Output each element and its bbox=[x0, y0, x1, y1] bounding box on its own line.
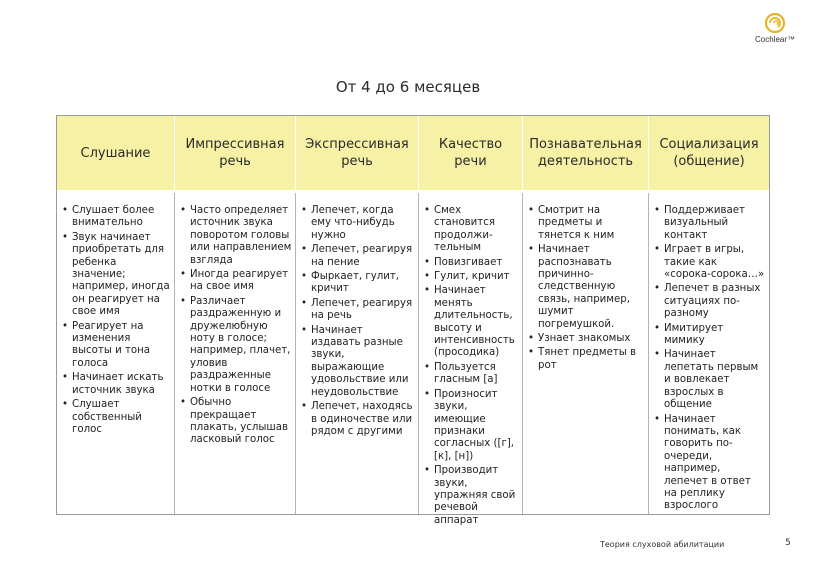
column-listening bbox=[57, 193, 175, 514]
header-listening: Слушание bbox=[57, 116, 175, 190]
list-item: • Различает раздраженную и дружелюбную ноту в голосе; например, плачет, уловив раздраженные нотки в голосе bbox=[180, 296, 292, 395]
list-item: • Поддерживает визуальный контакт bbox=[654, 205, 766, 242]
column-speech-quality bbox=[419, 193, 523, 526]
list-item: • Начинает искать источник звука bbox=[62, 372, 171, 397]
list-item: • Часто определяет источник звука поворотом головы или направлением взгляда bbox=[180, 205, 292, 267]
column-cognitive-activity bbox=[523, 193, 649, 514]
footer-text: Теория слуховой абилитации bbox=[600, 540, 725, 549]
page-number: 5 bbox=[785, 538, 791, 548]
page-title: От 4 до 6 месяцев bbox=[335, 78, 481, 96]
header-receptive-speech: Импрессивная речь bbox=[175, 116, 296, 190]
column-expressive-speech bbox=[296, 193, 419, 514]
list-item: • Начинает менять длительность, высоту и интенсивность (просодика) bbox=[424, 285, 519, 359]
list-item: • Обычно прекращает плакать, услышав ласковый голос bbox=[180, 397, 292, 447]
header-cognitive-activity: Познавательная деятельность bbox=[523, 116, 649, 190]
list-item: • Лепечет, находясь в одиночестве или рядом с другими bbox=[301, 401, 415, 438]
list-item: • Гулит, кричит bbox=[424, 271, 519, 283]
list-item: • Играет в игры, такие как «сорока-сорока…» bbox=[654, 244, 766, 281]
list-item: • Лепечет в разных ситуациях по-разному bbox=[654, 283, 766, 320]
list-item: • Лепечет, реагируя на речь bbox=[301, 298, 415, 323]
list-item: • Имитирует мимику bbox=[654, 323, 766, 348]
list-item: • Тянет предметы в рот bbox=[528, 347, 645, 372]
header-socialization: Социализация (общение) bbox=[659, 137, 759, 169]
list-item: • Начинает распознавать причинно-следственную связь, например, шумит погремушкой. bbox=[528, 244, 645, 331]
list-item: • Слушает более внимательно bbox=[62, 205, 171, 230]
list-item: • Начинает лепетать первым и вовлекает взрослых в общение bbox=[654, 349, 766, 411]
column-receptive-speech bbox=[175, 193, 296, 514]
list-item: • Фыркает, гулит, кричит bbox=[301, 271, 415, 296]
column-socialization bbox=[649, 193, 769, 514]
list-item: • Произносит звуки, имеющие признаки согласных ([г], [к], [н]) bbox=[424, 389, 519, 463]
list-item: • Смех становится продолжи-тельным bbox=[424, 205, 519, 255]
list-item: • Лепечет, когда ему что-нибудь нужно bbox=[301, 205, 415, 242]
list-item: • Иногда реагирует на свое имя bbox=[180, 269, 292, 294]
list-item: • Узнает знакомых bbox=[528, 333, 645, 345]
list-item: • Производит звуки, упражняя свой речевой аппарат bbox=[424, 465, 519, 527]
header-speech-quality: Качество речи bbox=[419, 116, 523, 190]
list-item: • Лепечет, реагируя на пение bbox=[301, 244, 415, 269]
list-item: • Реагирует на изменения высоты и тона голоса bbox=[62, 321, 171, 371]
brand-logo bbox=[752, 12, 806, 48]
development-table bbox=[56, 115, 770, 526]
table-header-row bbox=[57, 116, 769, 190]
header-expressive-speech: Экспрессивная речь bbox=[296, 116, 419, 190]
cochlear-swirl-icon bbox=[762, 12, 792, 34]
list-item: • Смотрит на предметы и тянется к ним bbox=[528, 205, 645, 242]
brand-name: Cochlear™ bbox=[755, 35, 796, 44]
list-item: • Слушает собственный голос bbox=[62, 399, 171, 436]
list-item: • Пользуется гласным [а] bbox=[424, 362, 519, 387]
table-body-row bbox=[57, 193, 769, 526]
list-item: • Начинает издавать разные звуки, выражающие удовольствие или неудовольствие bbox=[301, 325, 415, 399]
list-item: • Повизгивает bbox=[424, 257, 519, 269]
list-item: • Звук начинает приобретать для ребенка значение; например, иногда он реагирует на свое имя bbox=[62, 232, 171, 319]
list-item: • Начинает понимать, как говорить по-очереди, например, лепечет в ответ на реплику взрослого bbox=[654, 414, 766, 513]
